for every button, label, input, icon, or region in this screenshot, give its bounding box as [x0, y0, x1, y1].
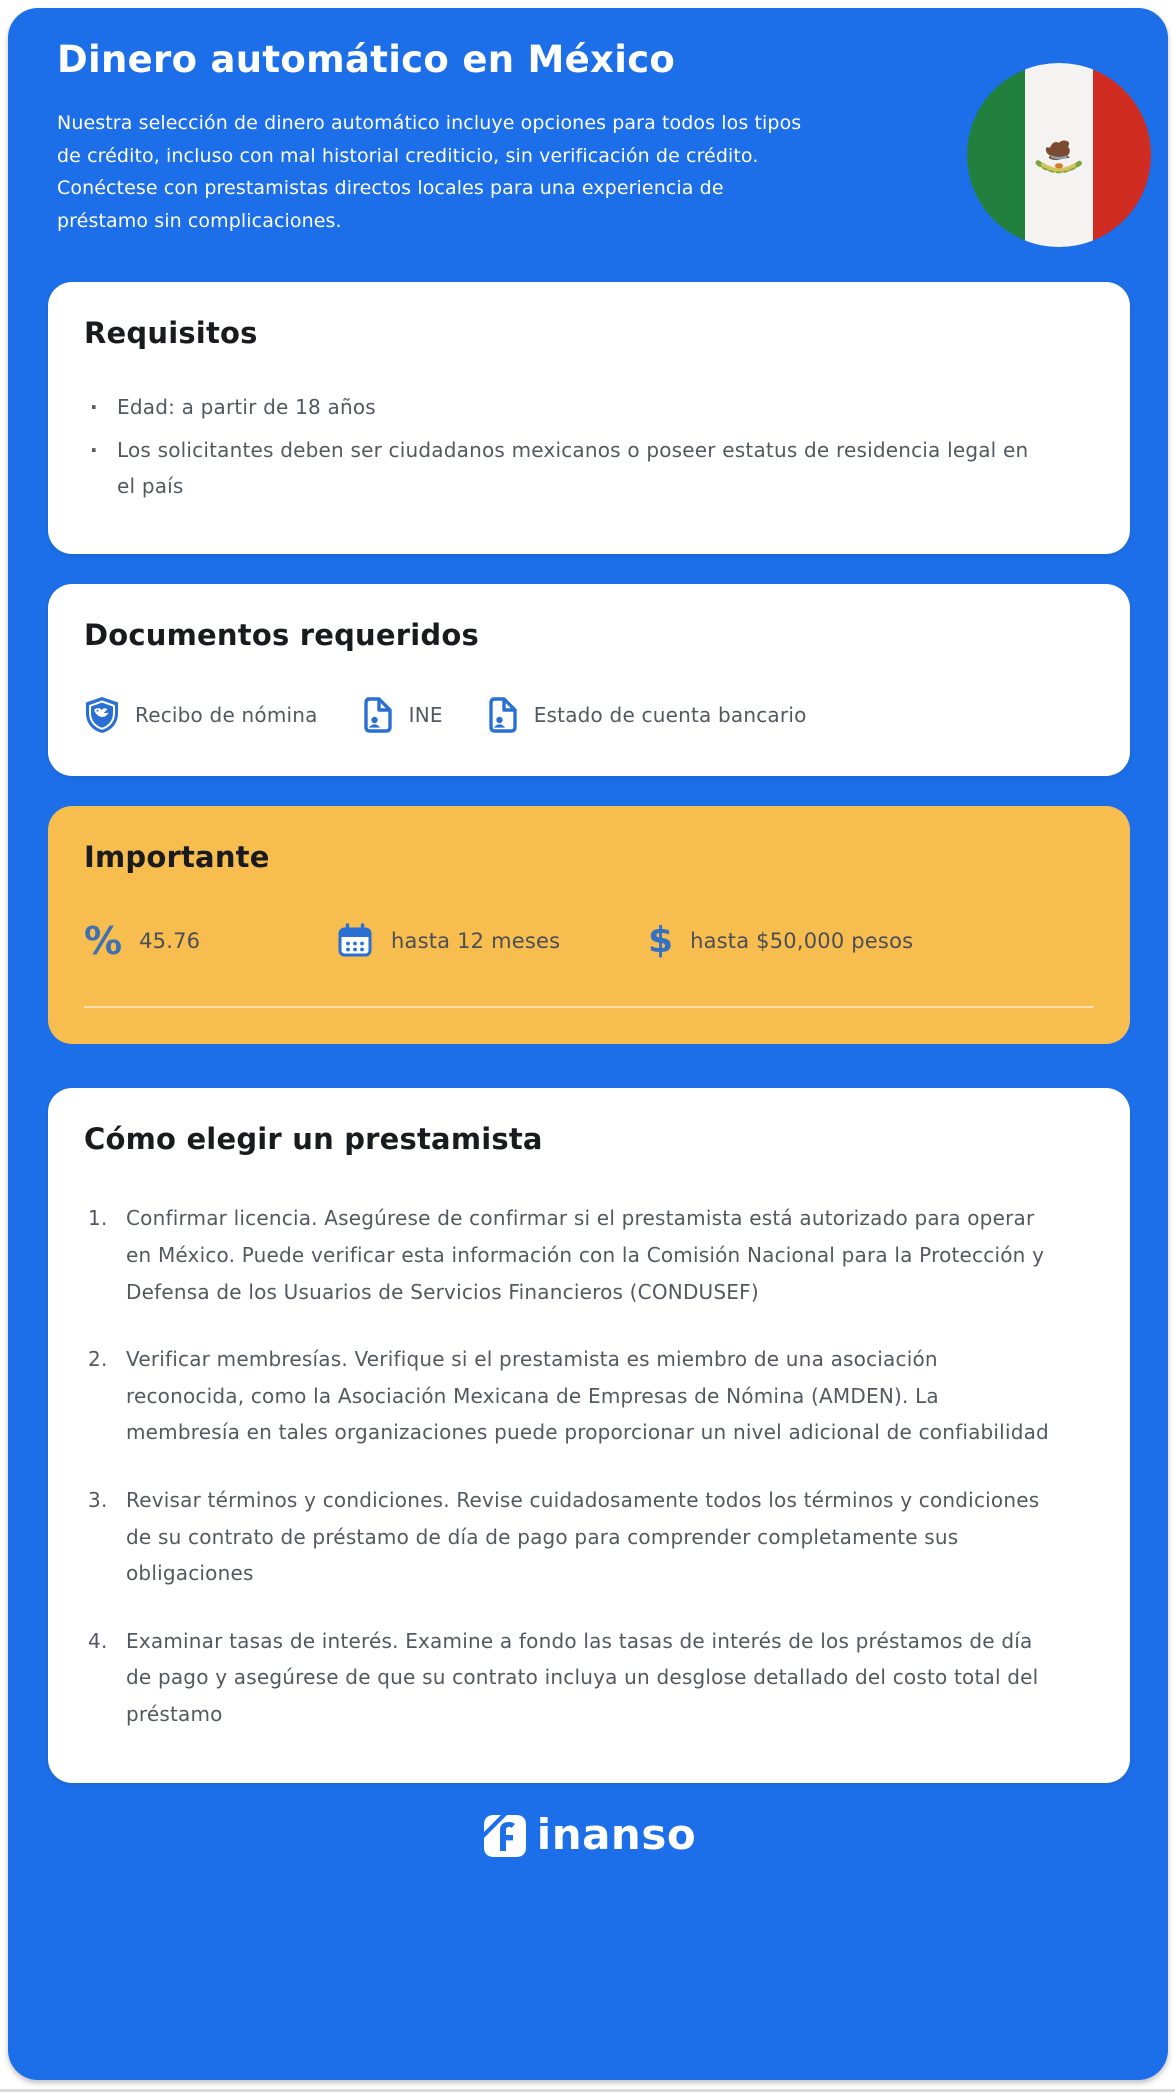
interest-rate-value: 45.76 [139, 929, 201, 954]
how-to-choose-card [48, 1088, 1130, 1782]
important-stats-row [84, 919, 1094, 964]
choose-step: Revisar términos y condiciones. Revise cuidadosamente todos los términos y condiciones de su contrato de préstamo de día de pago para comprender completamente sus obligaciones [126, 1488, 1040, 1586]
document-item-ine [362, 696, 443, 734]
page-description: Nuestra selección de dinero automático incluye opciones para todos los tipos de crédito, incluso con mal historial crediticio, sin verificación de crédito. Conéctese con prestamistas directos locales para una experiencia de préstamo sin complicaciones. [57, 112, 802, 233]
important-divider [84, 1006, 1094, 1008]
page-title: Dinero automático en México [57, 38, 676, 81]
requirements-title: Requisitos [84, 315, 258, 350]
footer [8, 1811, 1168, 1861]
id-document-icon [362, 696, 394, 734]
finanso-logo-text: inanso [536, 1809, 697, 1859]
choose-step: Examinar tasas de interés. Examine a fondo las tasas de interés de los préstamos de día de pago y asegúrese de que su contrato incluya un desglose detallado del costo total del préstamo [126, 1628, 1039, 1726]
finanso-logo[interactable] [480, 1811, 696, 1861]
requirements-card [48, 282, 1130, 555]
loan-amount-stat [648, 920, 914, 962]
info-panel [8, 8, 1168, 2080]
dollar-icon: $ [648, 920, 674, 962]
mexico-flag-icon [967, 63, 1151, 247]
document-label: Recibo de nómina [135, 703, 318, 728]
document-item-payslip [84, 696, 318, 734]
shield-icon [84, 696, 120, 734]
requirement-item: · Edad: a partir de 18 años [84, 390, 1044, 426]
loan-term-value: hasta 12 meses [391, 929, 561, 954]
flag-eagle-emblem [1028, 123, 1090, 185]
documents-card [48, 584, 1130, 776]
how-to-choose-list [84, 1200, 1094, 1732]
how-to-choose-title: Cómo elegir un prestamista [84, 1122, 543, 1157]
choose-step: Verificar membresías. Verifique si el prestamista es miembro de una asociación reconocida, como la Asociación Mexicana de Empresas de Nómina (AMDEN). La membresía en tales organizaciones puede proporcionar un nivel adicional de confiabilidad [126, 1347, 1049, 1445]
hero-section [8, 8, 1168, 282]
important-card [48, 806, 1130, 1044]
requirement-item: · Los solicitantes deben ser ciudadanos mexicanos o poseer estatus de residencia legal en el país [84, 433, 1044, 504]
documents-title: Documentos requeridos [84, 618, 479, 653]
loan-amount-value: hasta $50,000 pesos [690, 929, 914, 954]
documents-row [84, 696, 1094, 734]
document-label: INE [408, 703, 443, 728]
loan-term-stat [336, 922, 648, 960]
document-label: Estado de cuenta bancario [533, 703, 807, 728]
flag-green-band [967, 63, 1025, 247]
document-item-bank-statement [487, 696, 807, 734]
finanso-logo-mark [480, 1811, 530, 1861]
flag-red-band [1093, 63, 1151, 247]
percent-icon: % [84, 919, 123, 964]
interest-rate-stat [84, 919, 336, 964]
choose-step: Confirmar licencia. Asegúrese de confirmar si el prestamista está autorizado para operar en México. Puede verificar esta información con la Comisión Nacional para la Protección y Defensa de los Usuarios de Servicios Financieros (CONDUSEF) [126, 1206, 1045, 1304]
important-title: Importante [84, 840, 270, 875]
id-document-icon [487, 696, 519, 734]
requirements-list [84, 390, 1044, 505]
calendar-icon [336, 922, 374, 960]
